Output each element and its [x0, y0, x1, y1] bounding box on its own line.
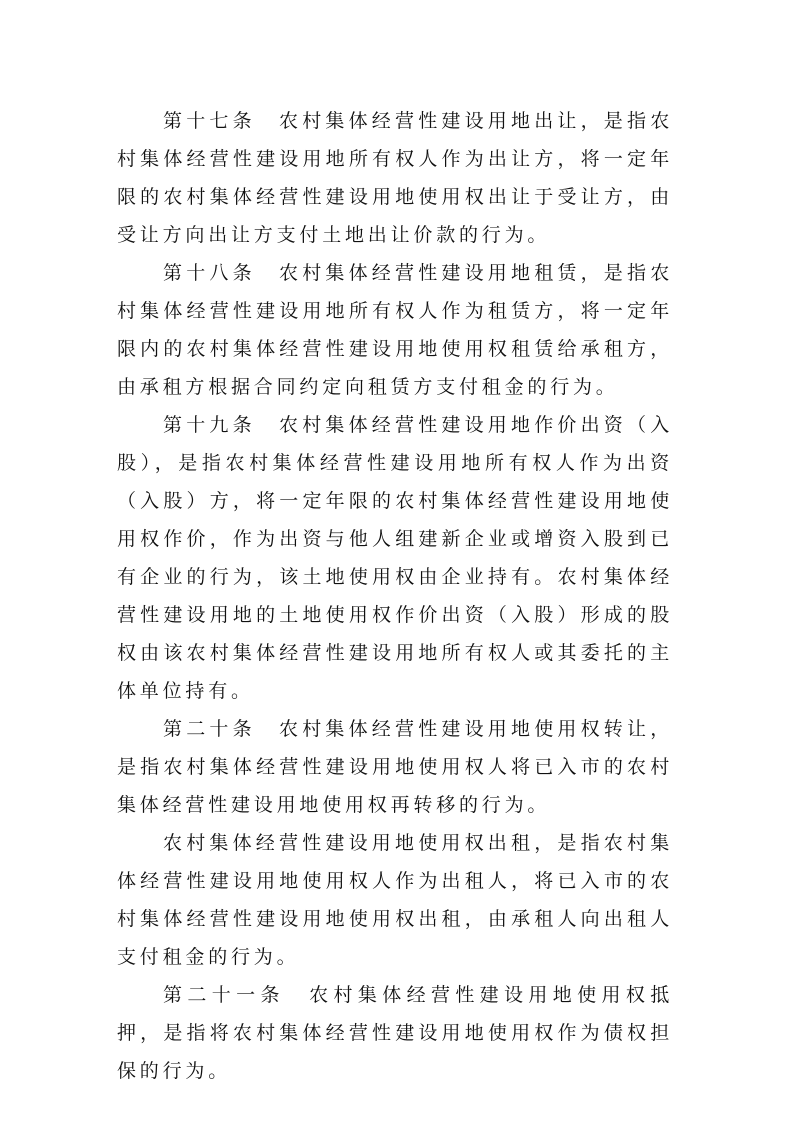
document-body — [117, 102, 673, 1090]
article-18-paragraph: 第十八条 农村集体经营性建设用地租赁，是指农村集体经营性建设用地所有权人作为租赁方，将一定年限内的农村集体经营性建设用地使用权租赁给承租方，由承租方根据合同约定向租赁方支付租金的行为。 — [117, 262, 673, 398]
article-19-paragraph: 第十九条 农村集体经营性建设用地作价出资（入股），是指农村集体经营性建设用地所有权人作为出资（入股）方，将一定年限的农村集体经营性建设用地使用权作价，作为出资与他人组建新企业或增资入股到已有企业的行为，该土地使用权由企业持有。农村集体经营性建设用地的土地使用权作价出资（入股）形成的股权由该农村集体经营性建设用地所有权人或其委托的主体单位持有。 — [117, 414, 673, 702]
article-17-paragraph: 第十七条 农村集体经营性建设用地出让，是指农村集体经营性建设用地所有权人作为出让方，将一定年限的农村集体经营性建设用地使用权出让于受让方，由受让方向出让方支付土地出让价款的行为。 — [117, 110, 673, 246]
article-20-second-paragraph: 农村集体经营性建设用地使用权出租，是指农村集体经营性建设用地使用权人作为出租人，将已入市的农村集体经营性建设用地使用权出租，由承租人向出租人支付租金的行为。 — [117, 832, 673, 968]
article-20-paragraph: 第二十条 农村集体经营性建设用地使用权转让，是指农村集体经营性建设用地使用权人将已入市的农村集体经营性建设用地使用权再转移的行为。 — [117, 718, 673, 816]
article-21-paragraph: 第二十一条 农村集体经营性建设用地使用权抵押，是指将农村集体经营性建设用地使用权作为债权担保的行为。 — [117, 984, 673, 1082]
